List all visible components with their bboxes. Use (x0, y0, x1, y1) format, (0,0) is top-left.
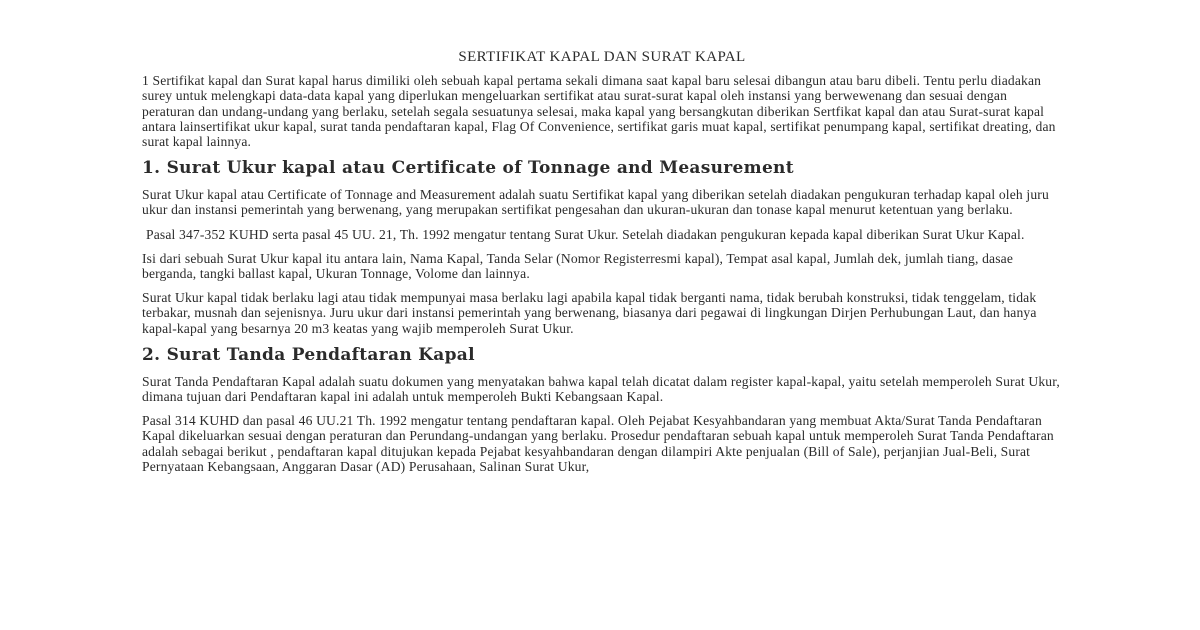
section-heading-surat-tanda-pendaftaran: 2. Surat Tanda Pendaftaran Kapal (142, 344, 475, 365)
paragraph: Pasal 347-352 KUHD serta pasal 45 UU. 21, Th. 1992 mengatur tentang Surat Ukur. Setelah diadakan pengukuran kepada kapal diberikan Surat Ukur Kapal. (146, 226, 1025, 242)
paragraph: Surat Ukur kapal atau Certificate of Tonnage and Measurement adalah suatu Sertifikat kapal yang diberikan setelah diadakan pengukuran terhadap kapal oleh juru ukur dan instansi pemerintah yang berwenang, yang merupakan sertifikat pengesahan dan ukuran-ukuran dan tonase kapal menurut ketentuan yang berlaku. (142, 187, 1049, 218)
paragraph: Isi dari sebuah Surat Ukur kapal itu antara lain, Nama Kapal, Tanda Selar (Nomor Registerresmi kapal), Tempat asal kapal, Jumlah dek, jumlah tiang, dasae berganda, tangki ballast kapal, Ukuran Tonnage, Volome dan lainnya. (142, 250, 1014, 282)
paragraph: Pasal 314 KUHD dan pasal 46 UU.21 Th. 1992 mengatur tentang pendaftaran kapal. Oleh Pejabat Kesyahbandaran yang membuat Akta/Surat Tanda Pendaftaran Kapal dikeluarkan sesuai dengan peraturan dan Perundang-undangan yang berlaku. Prosedur pendaftaran sebuah kapal untuk memperoleh Surat Tanda Pendaftaran adalah sebagai berikut , pendaftaran kapal ditujukan kepada Pejabat kesyahbandaran dengan dilampiri Akte penjualan (Bill of Sale), perjanjian Jual-Beli, Surat Pernyataan Kebangsaan, Anggaran Dasar (AD) Perusahaan, Salinan Surat Ukur, (142, 413, 1054, 474)
paragraph: Surat Tanda Pendaftaran Kapal adalah suatu dokumen yang menyatakan bahwa kapal telah dicatat dalam register kapal-kapal, yaitu setelah memperoleh Surat Ukur, dimana tujuan dari Pendaftaran kapal ini adalah untuk memperoleh Bukti Kebangsaan Kapal. (142, 373, 1060, 405)
section-heading-surat-ukur: 1. Surat Ukur kapal atau Certificate of Tonnage and Measurement (142, 158, 794, 179)
intro-paragraph: 1 Sertifikat kapal dan Surat kapal harus dimiliki oleh sebuah kapal pertama sekali dimana saat kapal baru selesai dibangun atau baru dibeli. Tentu perlu diadakan surey untuk melengkapi data-data kapal yang diperlukan mengeluarkan sertifikat atau surat-surat kapal oleh instansi yang berwewenang dan sesuai dengan peraturan dan undang-undang yang berlaku, setelah segala sesuatunya selesai, maka kapal yang bersangkutan diberikan Sertfikat kapal dan atau Surat-surat kapal antara lainsertifikat ukur kapal, surat tanda pendaftaran kapal, Flag Of Convenience, sertifikat garis muat kapal, sertifikat penumpang kapal, sertifikat dreating, dan surat kapal lainnya. (142, 73, 1056, 150)
paragraph: Surat Ukur kapal tidak berlaku lagi atau tidak mempunyai masa berlaku lagi apabila kapal tidak berganti nama, tidak berubah konstruksi, tidak tenggelam, tidak terbakar, musnah dan sejenisnya. Juru ukur dari instansi pemerintah yang berwenang, biasanya dari pegawai di lingkungan Dirjen Perhubungan Laut, dan hanya kapal-kapal yang besarnya 20 m3 keatas yang wajib memperoleh Surat Ukur. (142, 290, 1037, 336)
page-title: SERTIFIKAT KAPAL DAN SURAT KAPAL (458, 49, 746, 65)
document-page (142, 50, 1062, 483)
